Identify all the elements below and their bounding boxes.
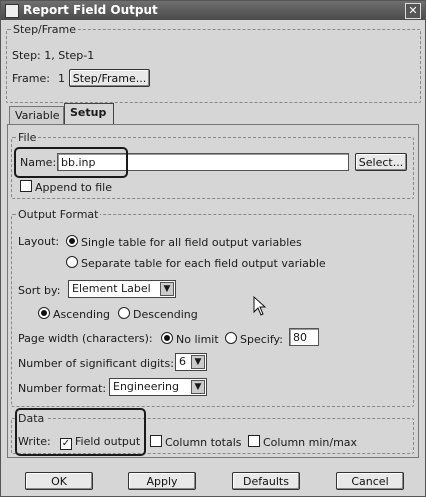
- descending-option[interactable]: [118, 307, 198, 321]
- page-width-label: Page width (characters):: [18, 332, 153, 345]
- app-icon: [5, 4, 19, 18]
- chevron-down-icon[interactable]: ▼: [160, 282, 174, 296]
- ascending-label: Ascending: [53, 308, 111, 321]
- data-legend: Data: [18, 412, 45, 425]
- sort-by-label: Sort by:: [18, 284, 61, 297]
- sort-by-value: Element Label: [72, 282, 151, 295]
- name-label: Name:: [20, 156, 57, 169]
- number-format-value: Engineering: [113, 380, 179, 393]
- layout-single-option[interactable]: [66, 235, 302, 249]
- ascending-radio[interactable]: [38, 307, 50, 319]
- mouse-pointer-icon: [253, 296, 267, 316]
- layout-label: Layout:: [18, 235, 60, 248]
- no-limit-radio[interactable]: [161, 332, 173, 344]
- append-checkbox[interactable]: [20, 180, 32, 192]
- descending-radio[interactable]: [118, 307, 130, 319]
- layout-single-radio[interactable]: [66, 235, 78, 247]
- title-bar[interactable]: [1, 1, 425, 20]
- select-button[interactable]: Select...: [355, 153, 407, 171]
- cancel-button[interactable]: Cancel: [336, 472, 404, 490]
- write-label: Write:: [18, 435, 51, 448]
- name-highlight: [14, 147, 128, 178]
- chevron-down-icon[interactable]: ▼: [191, 380, 205, 394]
- sig-digits-value: 6: [179, 355, 186, 368]
- column-minmax-label: Column min/max: [263, 436, 358, 449]
- output-format-legend: Output Format: [18, 208, 99, 221]
- specify-radio[interactable]: [225, 332, 237, 344]
- descending-label: Descending: [133, 308, 198, 321]
- frame-label: Frame:: [12, 72, 50, 85]
- layout-single-label: Single table for all field output variables: [81, 236, 302, 249]
- spinner-icon[interactable]: ▼: [191, 355, 205, 369]
- field-output-checkbox[interactable]: ✓: [61, 438, 71, 449]
- ok-button[interactable]: OK: [25, 472, 93, 490]
- step-frame-group: [6, 23, 421, 103]
- file-legend: File: [18, 131, 37, 144]
- sig-digits-spinner[interactable]: [175, 353, 207, 371]
- specify-option[interactable]: [225, 332, 283, 346]
- sig-digits-label: Number of significant digits:: [18, 357, 174, 370]
- page-width-input[interactable]: 80: [289, 328, 319, 346]
- ascending-option[interactable]: [38, 307, 110, 321]
- no-limit-option[interactable]: [161, 332, 219, 346]
- file-name-input[interactable]: bb.inp: [57, 153, 349, 171]
- column-totals-checkbox[interactable]: [150, 435, 162, 447]
- column-totals-option[interactable]: [150, 435, 242, 449]
- layout-separate-radio[interactable]: [66, 256, 78, 268]
- specify-label: Specify:: [240, 333, 283, 346]
- layout-separate-option[interactable]: [66, 256, 326, 270]
- step-frame-legend: Step/Frame: [13, 23, 77, 36]
- step-frame-button[interactable]: Step/Frame...: [69, 69, 150, 87]
- tab-variable[interactable]: Variable: [9, 106, 64, 124]
- number-format-combo[interactable]: [109, 378, 207, 396]
- defaults-button[interactable]: Defaults: [232, 472, 300, 490]
- frame-value: 1: [58, 72, 65, 85]
- step-text: Step: 1, Step-1: [12, 49, 95, 62]
- number-format-label: Number format:: [18, 382, 107, 395]
- column-totals-label: Column totals: [165, 436, 242, 449]
- window-title: Report Field Output: [23, 3, 158, 17]
- field-output-label: Field output: [75, 435, 141, 448]
- apply-button[interactable]: Apply: [128, 472, 196, 490]
- layout-separate-label: Separate table for each field output variable: [81, 257, 326, 270]
- data-highlight: [15, 408, 146, 456]
- column-minmax-checkbox[interactable]: [248, 435, 260, 447]
- close-icon[interactable]: ✕: [405, 3, 421, 19]
- sort-by-combo[interactable]: [68, 280, 176, 298]
- tab-setup[interactable]: Setup: [64, 103, 114, 124]
- no-limit-label: No limit: [176, 333, 219, 346]
- column-minmax-option[interactable]: [248, 435, 357, 449]
- append-label: Append to file: [35, 181, 112, 194]
- append-option[interactable]: [20, 180, 112, 194]
